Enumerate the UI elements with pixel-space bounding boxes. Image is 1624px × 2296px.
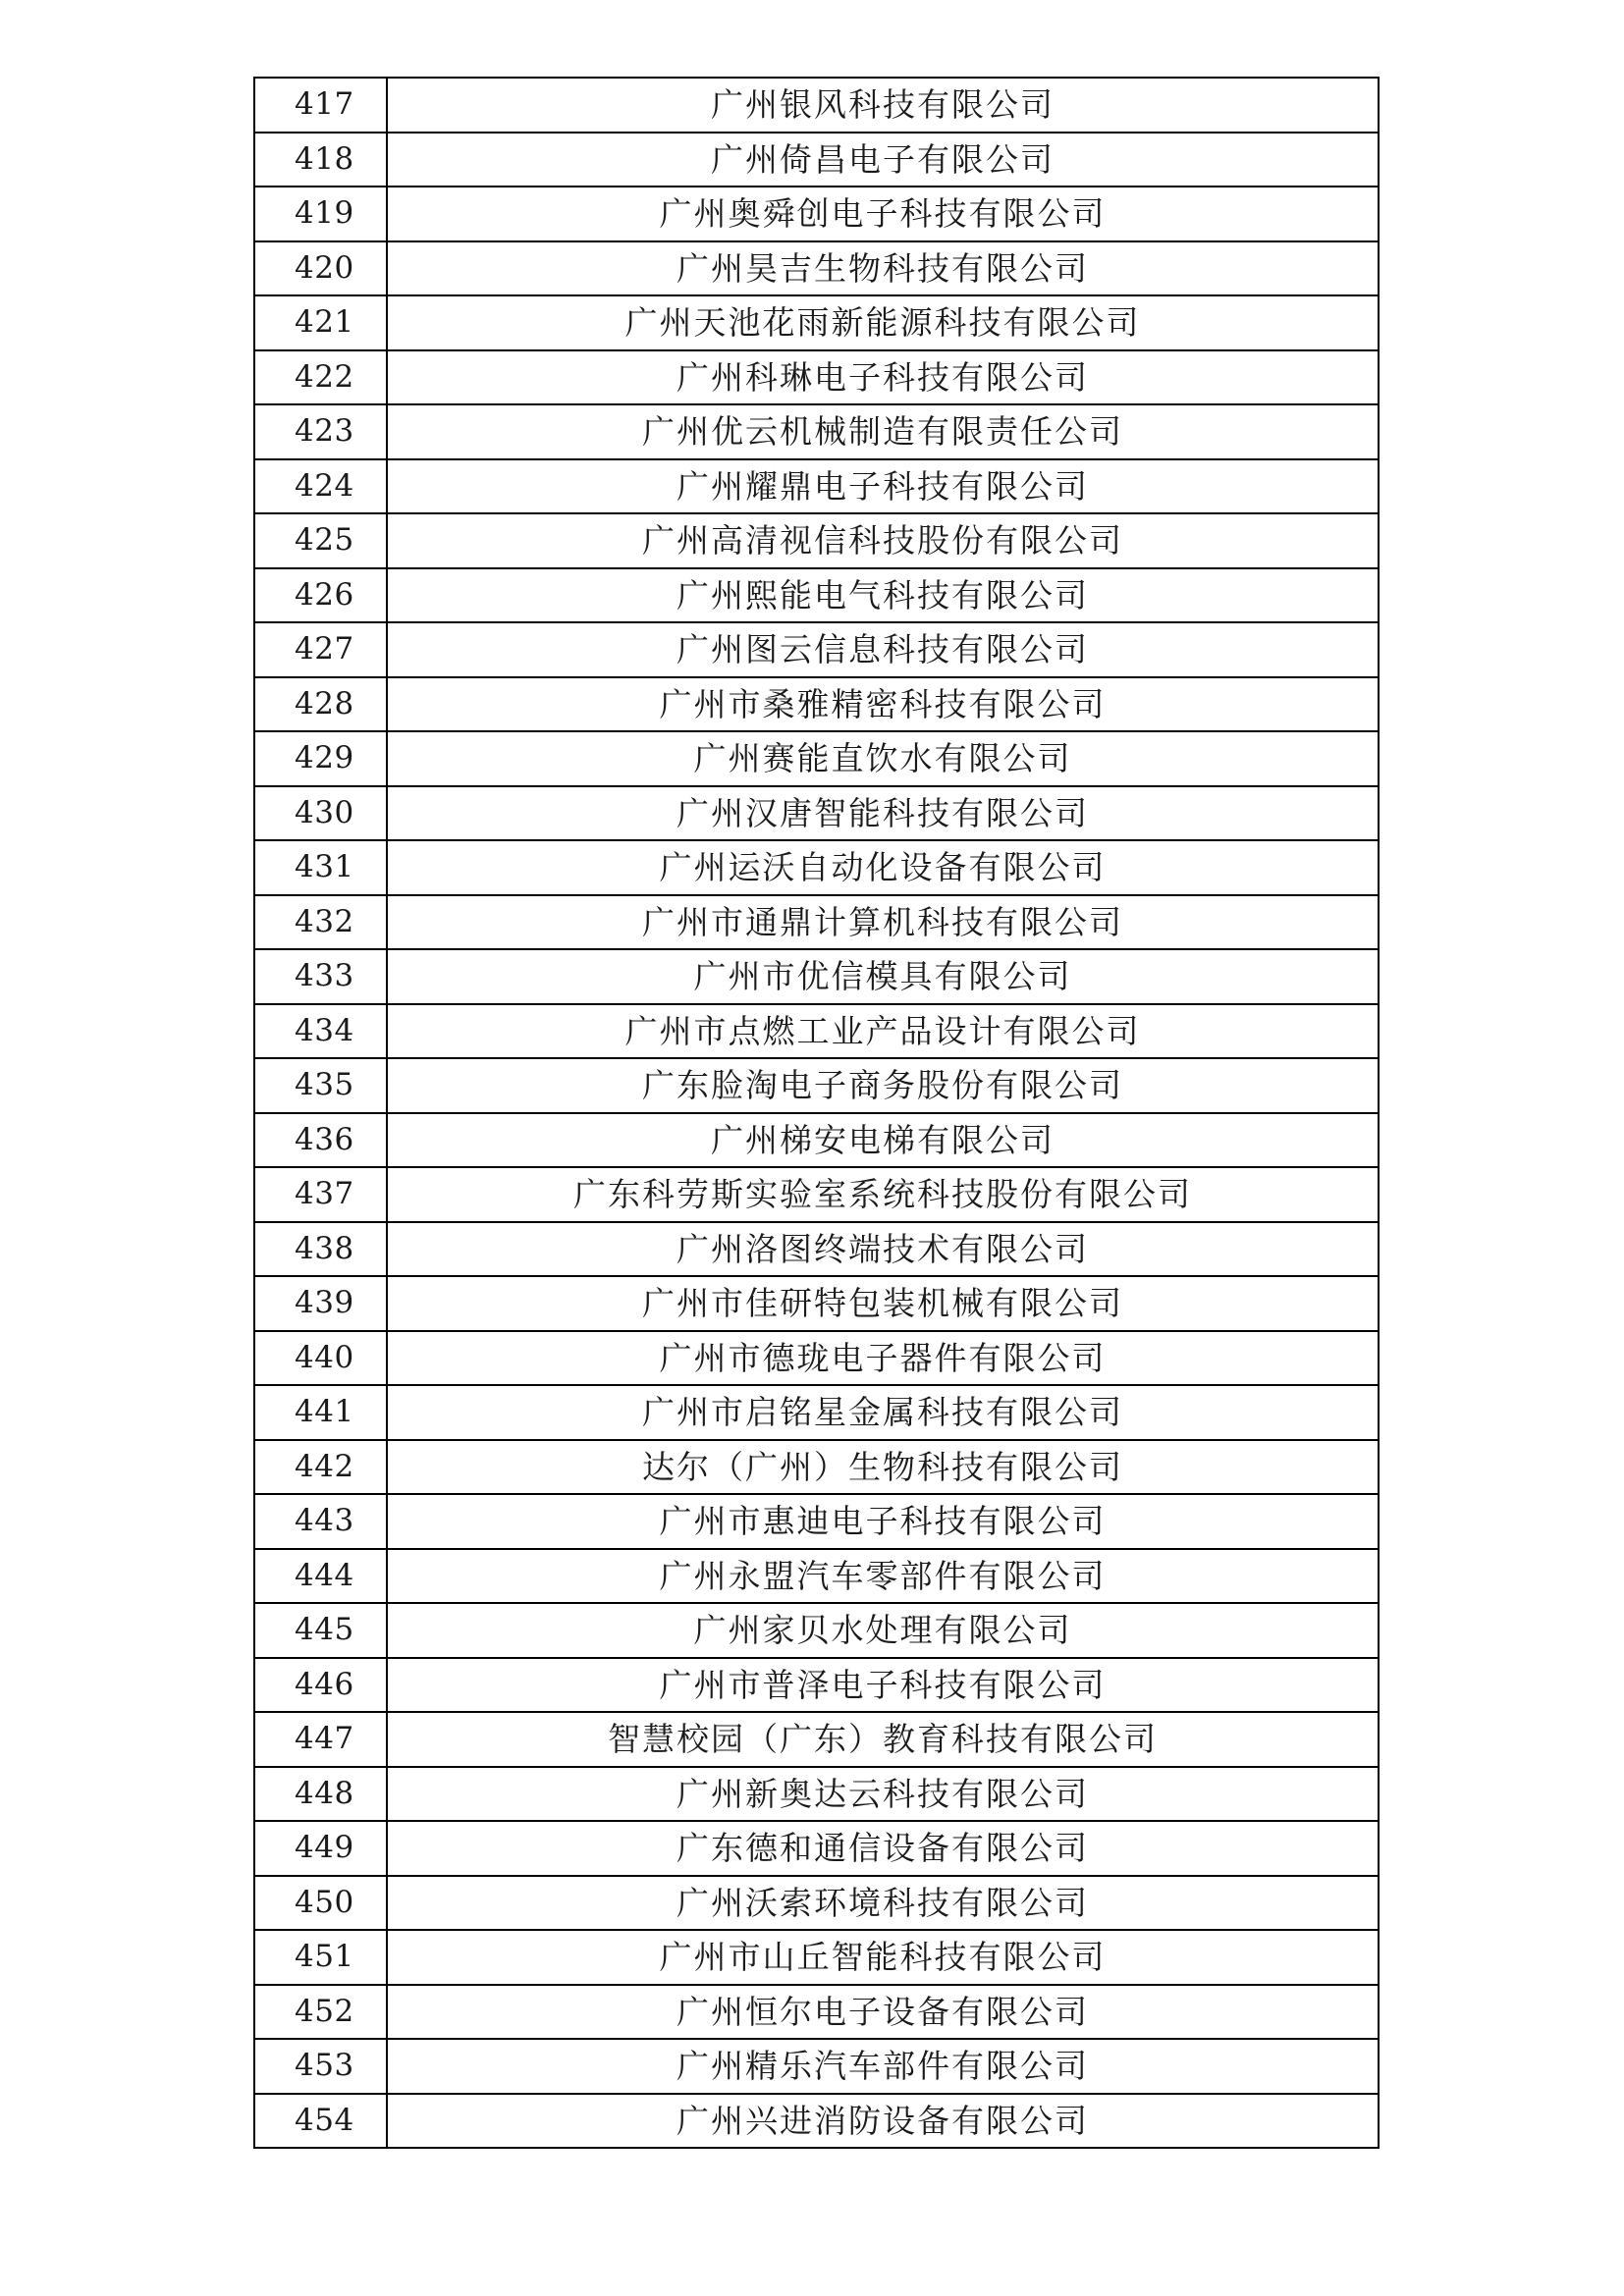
row-number-cell: 453 [254, 2039, 387, 2094]
company-name-cell: 广州市通鼎计算机科技有限公司 [387, 895, 1379, 950]
table-row [254, 949, 1379, 1004]
company-name-cell: 广东德和通信设备有限公司 [387, 1821, 1379, 1876]
company-name-cell: 广东脸淘电子商务股份有限公司 [387, 1058, 1379, 1113]
company-name-cell: 广州市普泽电子科技有限公司 [387, 1658, 1379, 1713]
table-row [254, 404, 1379, 459]
row-number-cell: 446 [254, 1658, 387, 1713]
row-number-cell: 435 [254, 1058, 387, 1113]
row-number-cell: 430 [254, 786, 387, 841]
table-row [254, 1331, 1379, 1386]
row-number-cell: 437 [254, 1167, 387, 1222]
row-number-cell: 433 [254, 949, 387, 1004]
company-name-cell: 广州倚昌电子有限公司 [387, 133, 1379, 187]
row-number-cell: 429 [254, 731, 387, 786]
company-name-cell: 广州市启铭星金属科技有限公司 [387, 1385, 1379, 1440]
row-number-cell: 448 [254, 1767, 387, 1822]
table-row [254, 1222, 1379, 1277]
company-name-cell: 广州奥舜创电子科技有限公司 [387, 187, 1379, 241]
company-name-cell: 广州精乐汽车部件有限公司 [387, 2039, 1379, 2094]
company-name-cell: 智慧校园（广东）教育科技有限公司 [387, 1712, 1379, 1767]
row-number-cell: 422 [254, 350, 387, 405]
row-number-cell: 454 [254, 2094, 387, 2149]
company-name-cell: 广州优云机械制造有限责任公司 [387, 404, 1379, 459]
company-name-cell: 广州汉唐智能科技有限公司 [387, 786, 1379, 841]
table-row [254, 1494, 1379, 1549]
company-name-cell: 广州市佳研特包装机械有限公司 [387, 1276, 1379, 1331]
company-name-cell: 广州新奥达云科技有限公司 [387, 1767, 1379, 1822]
company-name-cell: 广州恒尔电子设备有限公司 [387, 1985, 1379, 2040]
company-name-cell: 广州市优信模具有限公司 [387, 949, 1379, 1004]
company-name-cell: 广州高清视信科技股份有限公司 [387, 513, 1379, 568]
table-row [254, 133, 1379, 187]
row-number-cell: 450 [254, 1876, 387, 1931]
table-row [254, 459, 1379, 514]
company-name-cell: 广州市桑雅精密科技有限公司 [387, 677, 1379, 732]
row-number-cell: 451 [254, 1930, 387, 1985]
row-number-cell: 423 [254, 404, 387, 459]
row-number-cell: 420 [254, 241, 387, 296]
row-number-cell: 418 [254, 133, 387, 187]
table-row [254, 1440, 1379, 1495]
table-row [254, 1167, 1379, 1222]
table-row [254, 1549, 1379, 1604]
company-list-table [253, 77, 1380, 2149]
table-row [254, 187, 1379, 241]
company-name-cell: 广州图云信息科技有限公司 [387, 622, 1379, 677]
company-name-cell: 广州赛能直饮水有限公司 [387, 731, 1379, 786]
table-row [254, 1821, 1379, 1876]
row-number-cell: 440 [254, 1331, 387, 1386]
company-name-cell: 广州梯安电梯有限公司 [387, 1113, 1379, 1168]
table-row [254, 568, 1379, 623]
row-number-cell: 444 [254, 1549, 387, 1604]
row-number-cell: 441 [254, 1385, 387, 1440]
row-number-cell: 447 [254, 1712, 387, 1767]
company-name-cell: 广州运沃自动化设备有限公司 [387, 840, 1379, 895]
table-row [254, 1985, 1379, 2040]
row-number-cell: 428 [254, 677, 387, 732]
company-name-cell: 广州市山丘智能科技有限公司 [387, 1930, 1379, 1985]
table-row [254, 895, 1379, 950]
row-number-cell: 452 [254, 1985, 387, 2040]
table-row [254, 350, 1379, 405]
company-name-cell: 广州昊吉生物科技有限公司 [387, 241, 1379, 296]
table-row [254, 1004, 1379, 1059]
row-number-cell: 431 [254, 840, 387, 895]
company-name-cell: 广州天池花雨新能源科技有限公司 [387, 295, 1379, 350]
company-name-cell: 广州永盟汽车零部件有限公司 [387, 1549, 1379, 1604]
table-row [254, 1712, 1379, 1767]
row-number-cell: 436 [254, 1113, 387, 1168]
table-row [254, 786, 1379, 841]
row-number-cell: 419 [254, 187, 387, 241]
company-name-cell: 广州家贝水处理有限公司 [387, 1603, 1379, 1658]
table-row [254, 731, 1379, 786]
row-number-cell: 427 [254, 622, 387, 677]
table-row [254, 1603, 1379, 1658]
table-row [254, 1276, 1379, 1331]
row-number-cell: 438 [254, 1222, 387, 1277]
table-body [254, 78, 1379, 2148]
table-row [254, 840, 1379, 895]
table-row [254, 1876, 1379, 1931]
company-name-cell: 广州沃索环境科技有限公司 [387, 1876, 1379, 1931]
row-number-cell: 425 [254, 513, 387, 568]
row-number-cell: 439 [254, 1276, 387, 1331]
table-row [254, 513, 1379, 568]
company-name-cell: 达尔（广州）生物科技有限公司 [387, 1440, 1379, 1495]
row-number-cell: 449 [254, 1821, 387, 1876]
company-name-cell: 广州银风科技有限公司 [387, 78, 1379, 133]
row-number-cell: 445 [254, 1603, 387, 1658]
company-name-cell: 广州熙能电气科技有限公司 [387, 568, 1379, 623]
row-number-cell: 434 [254, 1004, 387, 1059]
table-row [254, 622, 1379, 677]
company-name-cell: 广州兴进消防设备有限公司 [387, 2094, 1379, 2149]
row-number-cell: 442 [254, 1440, 387, 1495]
table-row [254, 295, 1379, 350]
table-row [254, 241, 1379, 296]
table-row [254, 2094, 1379, 2149]
company-name-cell: 广州耀鼎电子科技有限公司 [387, 459, 1379, 514]
table-row [254, 78, 1379, 133]
row-number-cell: 426 [254, 568, 387, 623]
company-name-cell: 广州科琳电子科技有限公司 [387, 350, 1379, 405]
table-row [254, 677, 1379, 732]
company-name-cell: 广州市惠迪电子科技有限公司 [387, 1494, 1379, 1549]
table-row [254, 1058, 1379, 1113]
company-name-cell: 广州洛图终端技术有限公司 [387, 1222, 1379, 1277]
company-name-cell: 广州市德珑电子器件有限公司 [387, 1331, 1379, 1386]
company-name-cell: 广东科劳斯实验室系统科技股份有限公司 [387, 1167, 1379, 1222]
table-row [254, 1767, 1379, 1822]
table-row [254, 1113, 1379, 1168]
table-row [254, 1658, 1379, 1713]
table-row [254, 1385, 1379, 1440]
table-row [254, 1930, 1379, 1985]
company-name-cell: 广州市点燃工业产品设计有限公司 [387, 1004, 1379, 1059]
table-row [254, 2039, 1379, 2094]
row-number-cell: 421 [254, 295, 387, 350]
row-number-cell: 417 [254, 78, 387, 133]
row-number-cell: 432 [254, 895, 387, 950]
row-number-cell: 424 [254, 459, 387, 514]
row-number-cell: 443 [254, 1494, 387, 1549]
